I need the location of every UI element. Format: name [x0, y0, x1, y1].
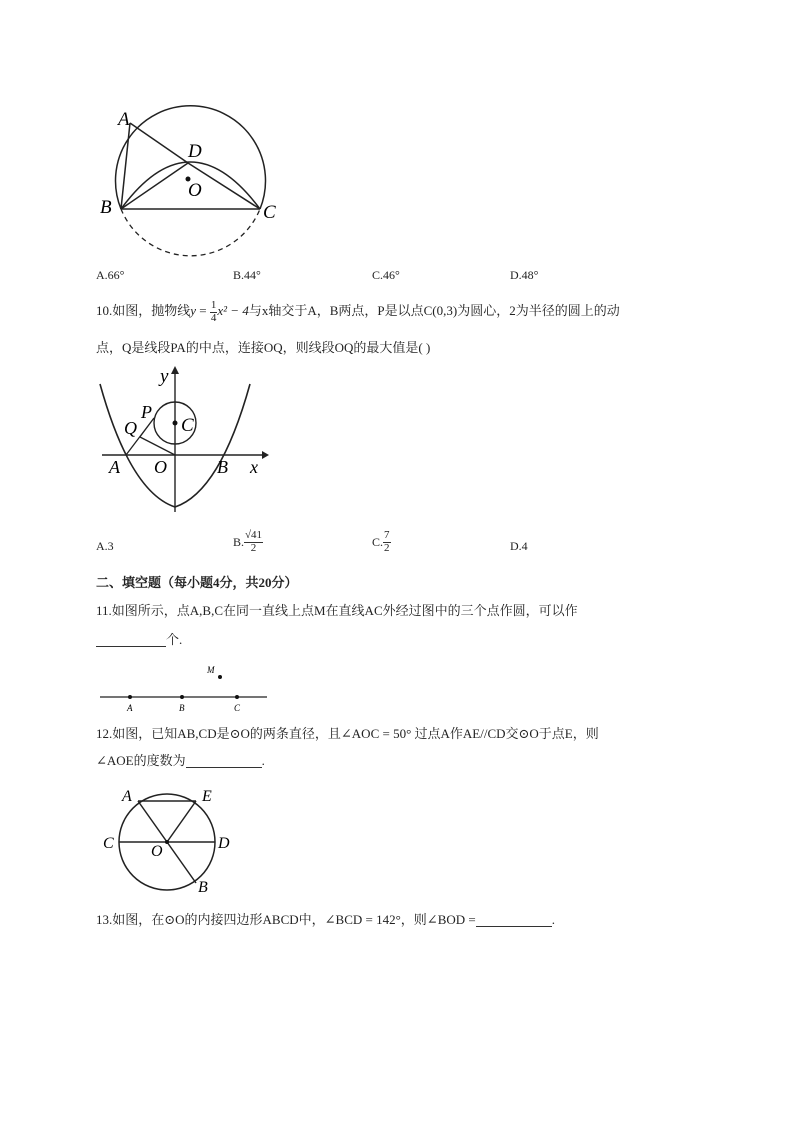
q9-option-d: D.48° [510, 268, 539, 282]
q9-option-c: C.46° [372, 268, 400, 282]
label-b: B [198, 879, 208, 896]
q10-prefix: 10.如图，抛物线 [96, 303, 191, 319]
q13-answer-blank[interactable] [476, 913, 552, 927]
label-q: Q [124, 418, 137, 438]
label-y: y [160, 366, 169, 387]
q10-formula-tail: x² − 4 [217, 303, 249, 319]
q9-option-a: A.66° [96, 268, 125, 282]
q10-option-c [372, 530, 391, 554]
label-m: M [207, 665, 215, 675]
label-a: A [122, 788, 132, 805]
label-o: O [188, 180, 202, 201]
q10-line1-rest: 与x轴交于A，B两点，P是以点C(0,3)为圆心，2为半径的圆上的动 [248, 303, 620, 319]
label-c: C [181, 415, 194, 436]
label-c: C [263, 202, 276, 223]
q13-tail: . [551, 912, 555, 927]
point-a [128, 695, 132, 699]
point-m [218, 675, 222, 679]
q10-formula-y: y [190, 303, 197, 319]
label-b: B [100, 197, 112, 218]
point-c [173, 421, 178, 426]
line-bd [121, 163, 188, 209]
point-c [235, 695, 239, 699]
q11-line1: 11.如图所示，点A,B,C在同一直线上点M在直线AC外经过图中的三个点作圆，可以作 [96, 603, 578, 618]
section-title: 二、填空题（每小题4分，共20分） [96, 575, 298, 590]
q10-option-b-fraction [244, 530, 263, 554]
label-a: A [118, 109, 130, 130]
point-b [180, 695, 184, 699]
q10-option-b-num: √41 [245, 529, 263, 541]
label-d: D [218, 835, 230, 852]
label-c: C [234, 703, 241, 713]
label-a: A [109, 457, 120, 477]
x-axis-arrow [262, 451, 269, 459]
q10-line2: 点，Q是线段PA的中点，连接OQ，则线段OQ的最大值是( ) [96, 340, 431, 355]
segment-oe [167, 801, 196, 842]
label-o: O [151, 843, 163, 860]
q10-formula-eq: = [196, 303, 210, 319]
q10-option-d: D.4 [510, 539, 528, 553]
circle-lower-arc-dashed [121, 209, 260, 256]
label-e: E [202, 788, 212, 805]
q10-frac-num: 1 [210, 299, 217, 311]
y-axis-arrow [171, 366, 179, 374]
q10-option-b [233, 530, 263, 554]
q13-head: 13.如图，在⊙O的内接四边形ABCD中，∠BCD = 142°，则∠BOD = [96, 912, 476, 927]
q10-option-c-num: 7 [384, 529, 390, 541]
figure-q12 [100, 782, 240, 897]
q11-line2-tail: 个. [166, 632, 183, 647]
label-x: x [250, 457, 258, 477]
q12-line2-tail: . [261, 753, 265, 768]
q10-frac-den: 4 [210, 311, 217, 324]
label-b: B [179, 703, 185, 713]
figure-q10 [92, 362, 272, 517]
q10-option-a: A.3 [96, 539, 114, 553]
q11-answer-blank[interactable] [96, 633, 166, 647]
q10-option-b-prefix: B. [233, 535, 245, 550]
q12-line1: 12.如图，已知AB,CD是⊙O的两条直径，且∠AOC = 50° 过点A作AE//CD交⊙O于点E，则 [96, 726, 599, 741]
q9-option-b: B.44° [233, 268, 261, 282]
q12-line2-head: ∠AOE的度数为 [96, 753, 186, 768]
line-ad [130, 123, 188, 163]
q10-option-c-den: 2 [384, 541, 390, 554]
q13-line [96, 913, 555, 927]
line-ab [121, 123, 130, 209]
segment-oq [140, 437, 175, 455]
q10-option-b-den: 2 [250, 541, 257, 554]
q10-option-c-prefix: C. [372, 535, 384, 550]
label-c: C [103, 835, 114, 852]
q10-line1 [96, 300, 620, 324]
label-a: A [127, 703, 133, 713]
label-o: O [154, 457, 167, 477]
figure-q9 [90, 95, 290, 265]
q10-option-c-fraction [383, 530, 391, 554]
figure-q11 [96, 660, 271, 715]
label-p: P [141, 402, 152, 422]
q11-line2 [96, 633, 182, 647]
q12-answer-blank[interactable] [186, 754, 262, 768]
label-d: D [188, 141, 202, 162]
q12-line2 [96, 754, 265, 768]
point-o [165, 840, 169, 844]
label-b: B [217, 457, 228, 477]
